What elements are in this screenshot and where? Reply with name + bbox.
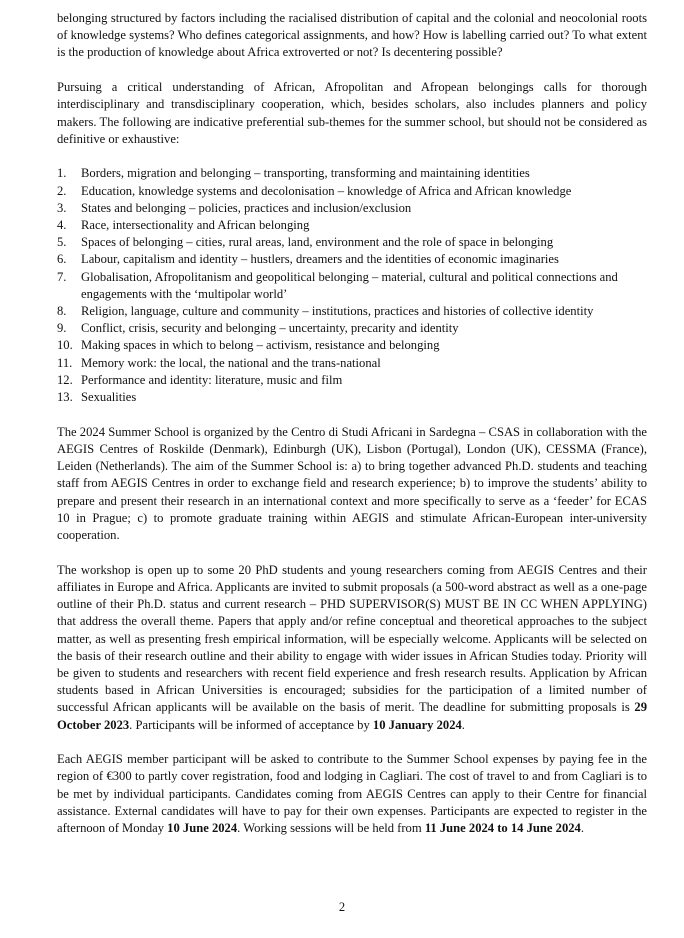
workshop-text-end: . [461, 717, 465, 732]
list-item-number: 3. [57, 200, 67, 215]
paragraph-workshop [57, 562, 647, 734]
fees-text-mid: . Working sessions will be held from [237, 821, 425, 836]
list-item-text: Spaces of belonging – cities, rural areas, land, environment and the role of space in belonging [81, 235, 554, 250]
sessions-dates: 11 June 2024 to 14 June 2024 [424, 821, 581, 836]
workshop-text: The workshop is open up to some 20 PhD students and young researchers coming from AEGIS Centres and their affiliates in Europe and Africa. Applicants are invited to submit proposals (a 500-word abstract as well as a one-page outline of their Ph.D. status and current research – PHD SUPERVISOR(S) MUST BE IN CC WHEN APPLYING) that address the overall theme. Papers that apply and/or refine conceptual and theoretical approaches to the subject matter, as well as presenting fresh empirical information, will be especially welcome. Applicants will be selected on the basis of their research outline and their ability to engage with wider issues in African Studies today. Priority will be given to students and researchers with recent field experience and fresh research results. Application by African students based in African Universities is encouraged; subsidies for the participation of a limited number of successful African applicants will be available on the basis of merit. The deadline for submitting proposals is [57, 562, 647, 715]
list-item-number: 7. [57, 269, 67, 284]
page-number: 2 [338, 900, 346, 914]
list-item [57, 355, 647, 372]
paragraph-fees [57, 751, 647, 837]
deadline-date: 29 October 2023 [57, 700, 647, 732]
list-item [57, 200, 647, 217]
list-item [57, 389, 647, 406]
list-item-number: 9. [57, 321, 67, 336]
list-item [57, 165, 647, 182]
list-item-text: Globalisation, Afropolitanism and geopolitical belonging – material, cultural and political connections and engagements with the ‘multipolar world’ [81, 269, 618, 301]
list-item-text: Conflict, crisis, security and belonging – uncertainty, precarity and identity [81, 321, 459, 336]
sub-themes-list [57, 165, 647, 406]
list-item-number: 8. [57, 304, 67, 319]
list-item [57, 372, 647, 389]
list-item-number: 2. [57, 183, 67, 198]
list-item-text: Performance and identity: literature, music and film [81, 372, 343, 387]
list-item-text: States and belonging – policies, practices and inclusion/exclusion [81, 200, 412, 215]
list-item-number: 4. [57, 218, 67, 233]
list-item-text: Sexualities [81, 390, 137, 405]
list-item-text: Race, intersectionality and African belonging [81, 218, 310, 233]
workshop-text-mid: . Participants will be informed of acceptance by [129, 717, 373, 732]
list-item-number: 12. [57, 372, 73, 387]
list-item-text: Education, knowledge systems and decolonisation – knowledge of Africa and African knowledge [81, 183, 572, 198]
list-item [57, 320, 647, 337]
list-item [57, 183, 647, 200]
paragraph-organization: The 2024 Summer School is organized by the Centro di Studi Africani in Sardegna – CSAS in collaboration with the AEGIS Centres of Roskilde (Denmark), Edinburgh (UK), Lisbon (Portugal), London (UK), CESSMA (France), Leiden (Netherlands). The aim of the Summer School is: a) to bring together advanced Ph.D. students and teaching staff from AEGIS Centres in order to exchange field and research experience; b) to improve the students’ ability to prepare and present their research in an international context and more specifically to serve as a ‘feeder’ for ECAS 10 in Prague; c) to promote graduate training within AEGIS and stimulate African-European inter-university cooperation. [57, 424, 647, 542]
list-item-number: 6. [57, 252, 67, 267]
list-item [57, 217, 647, 234]
document-page [57, 10, 647, 837]
list-item-text: Borders, migration and belonging – transporting, transforming and maintaining identities [81, 166, 530, 181]
list-item-text: Making spaces in which to belong – activism, resistance and belonging [81, 338, 440, 353]
list-item [57, 269, 647, 303]
list-item-text: Memory work: the local, the national and the trans-national [81, 355, 381, 370]
paragraph-belonging-questions: belonging structured by factors including the racialised distribution of capital and the colonial and neocolonial roots of knowledge systems? Who defines categorical assignments, and how? How is labelling carried out? To what extent is the production of knowledge about Africa extroverted or not? Is decentering possible? [57, 11, 647, 60]
acceptance-date: 10 January 2024 [372, 717, 462, 732]
fees-text: Each AEGIS member participant will be asked to contribute to the Summer School expenses by paying fee in the region of €300 to partly cover registration, food and lodging in Cagliari. The cost of travel to and from Cagliari is to be met by individual participants. Candidates coming from AEGIS Centres can apply to their Centre for financial assistance. External candidates will have to pay for their own expenses. Participants are expected to register in the afternoon of Monday [57, 752, 647, 836]
list-item-number: 10. [57, 338, 73, 353]
list-item [57, 303, 647, 320]
paragraph-cooperation: Pursuing a critical understanding of African, Afropolitan and Afropean belongings calls for thorough interdisciplinary and transdisciplinary cooperation, which, besides scholars, also includes planners and policy makers. The following are indicative preferential sub-themes for the summer school, but should not be considered as definitive or exhaustive: [57, 80, 647, 146]
list-item-number: 13. [57, 390, 73, 405]
list-item-number: 5. [57, 235, 67, 250]
list-item-text: Labour, capitalism and identity – hustlers, dreamers and the identities of economic imaginaries [81, 252, 559, 267]
list-item [57, 251, 647, 268]
registration-date: 10 June 2024 [167, 821, 238, 836]
list-item-number: 11. [57, 355, 73, 370]
list-item [57, 337, 647, 354]
fees-text-end: . [580, 821, 585, 836]
list-item-text: Religion, language, culture and community – institutions, practices and histories of collective identity [81, 304, 594, 319]
list-item [57, 234, 647, 251]
list-item-number: 1. [57, 166, 67, 181]
